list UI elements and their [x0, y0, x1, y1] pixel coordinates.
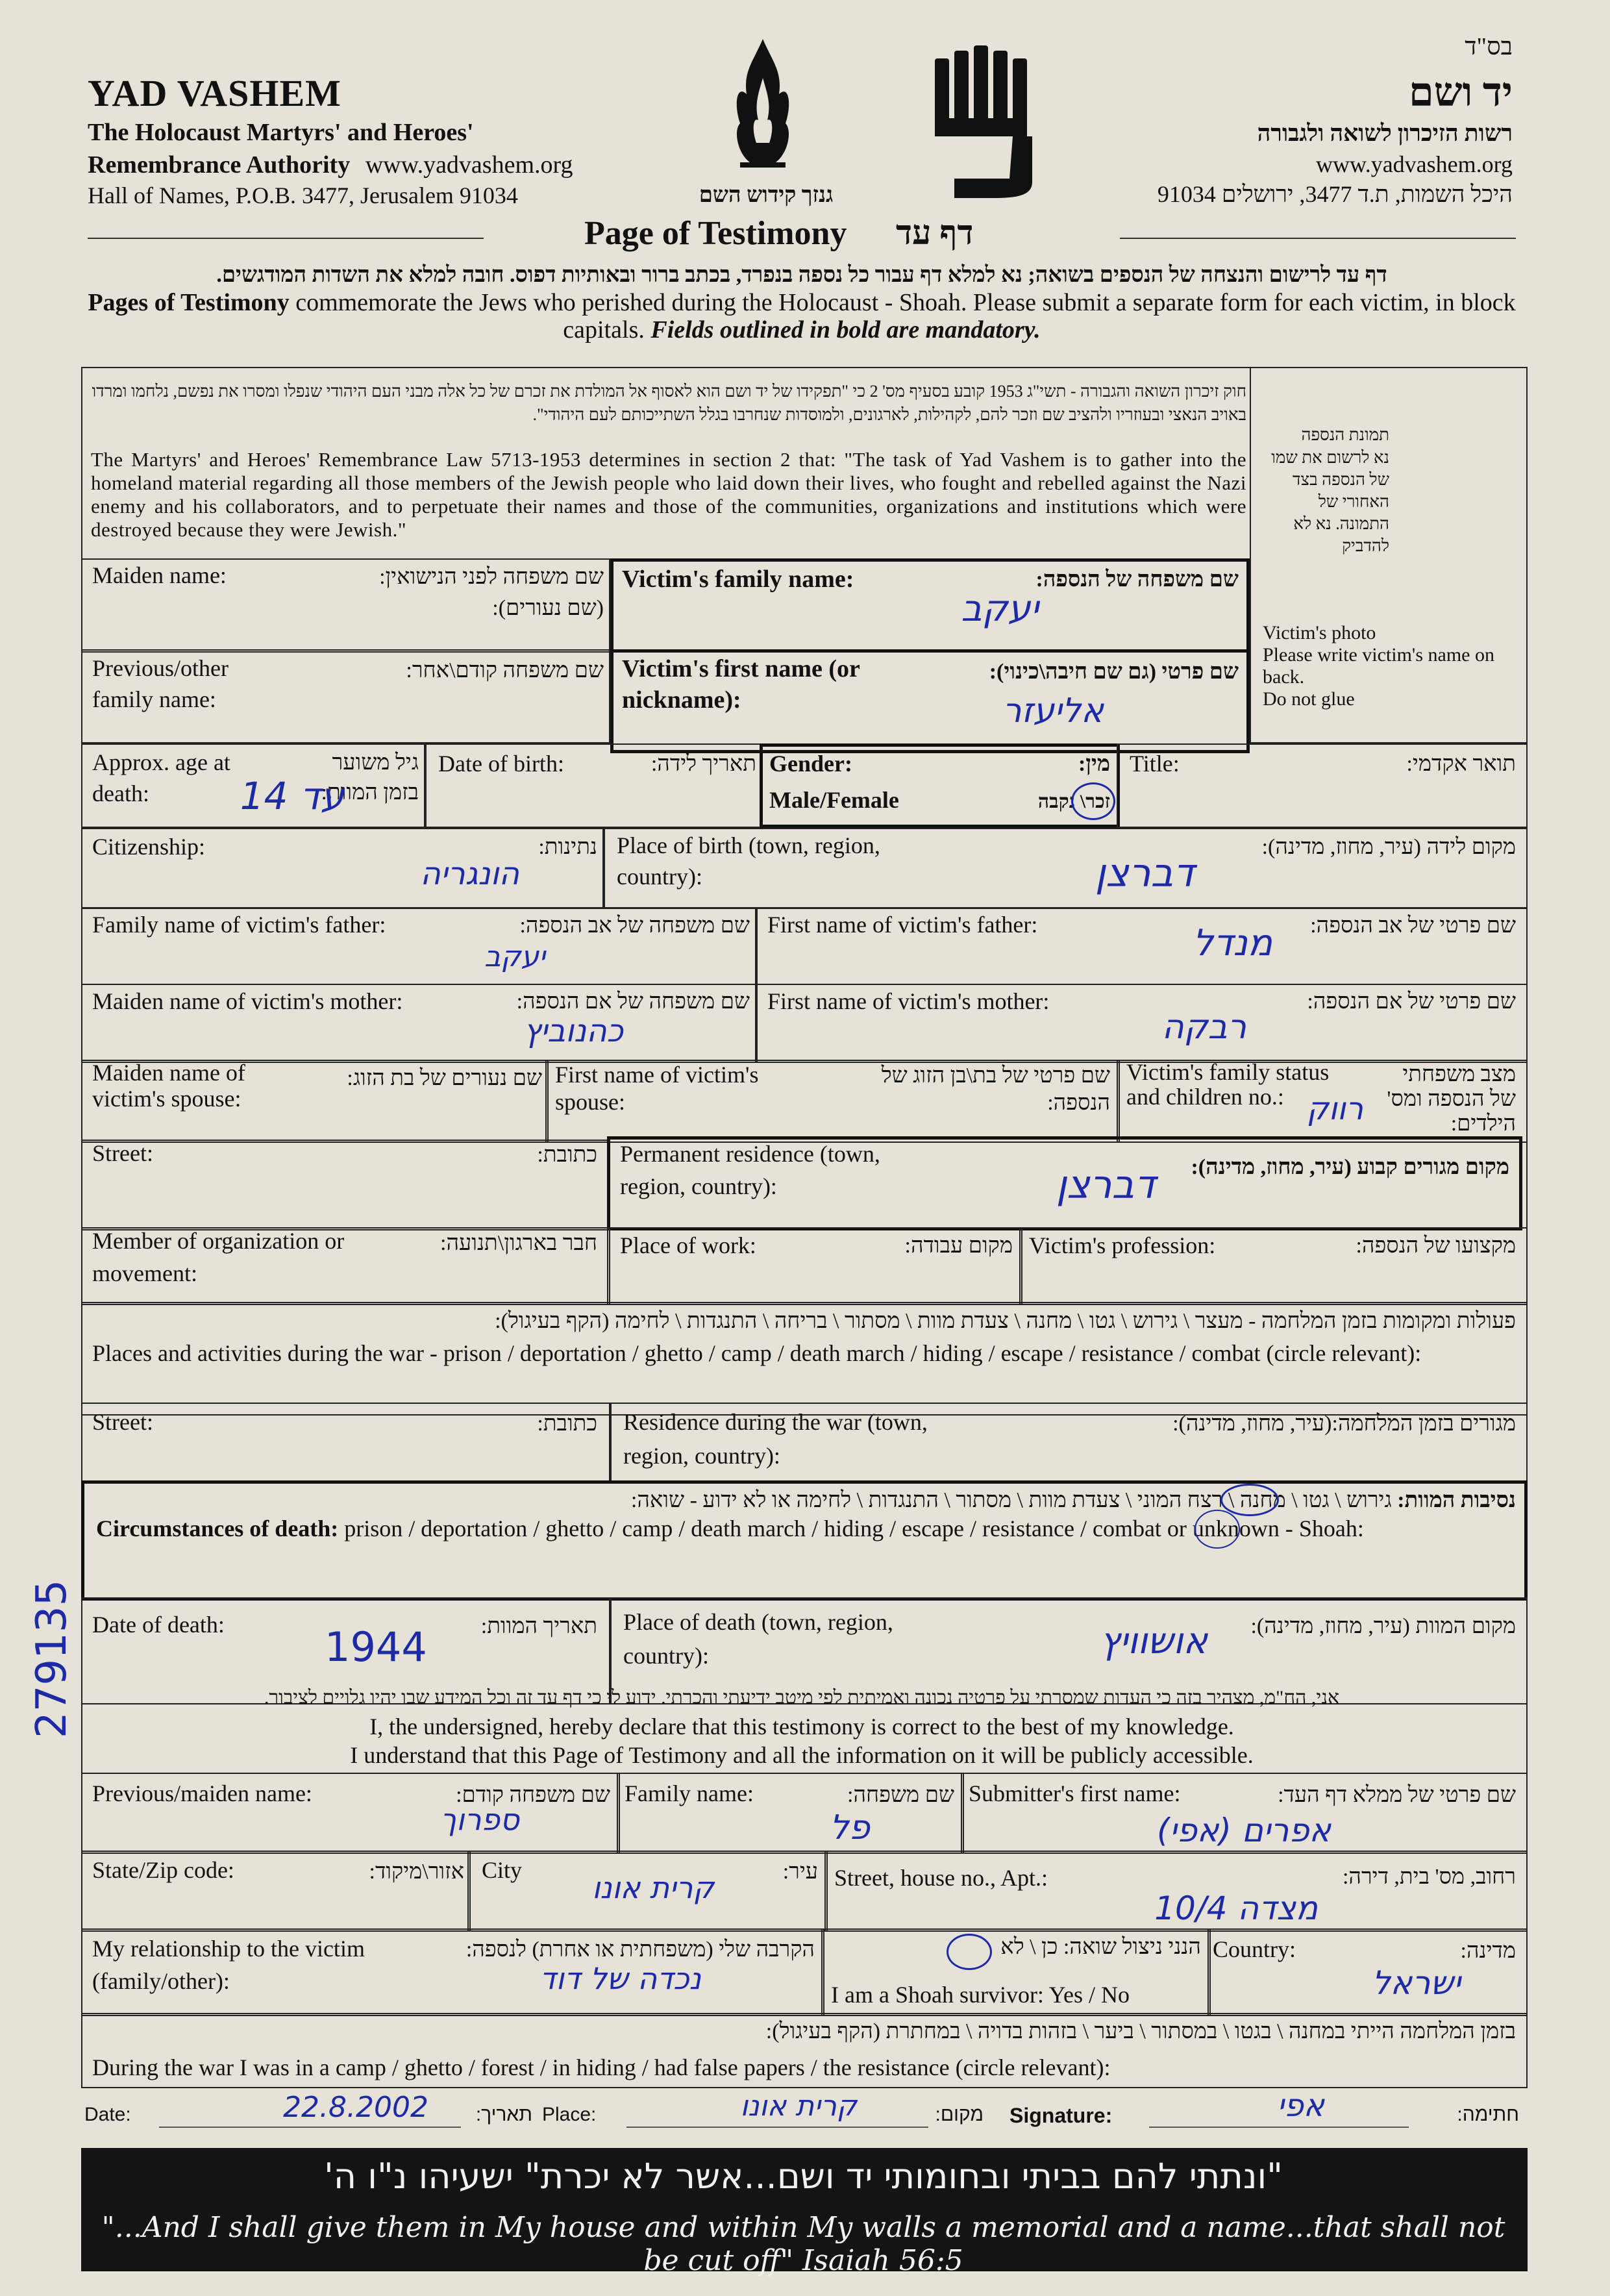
- maiden-name-label-he: שם משפחה לפני הנישואין:: [379, 565, 604, 589]
- gender-male-circle[interactable]: [1071, 782, 1115, 820]
- law-text-en: The Martyrs' and Heroes' Remembrance Law 5713-1953 determines in section 2 that: "The task of Yad Vashem is to gather into the homeland material regarding all those members of the Jewish people who laid down their lives, who fought and rebelled against the Nazi enemy and his collaborators, and to perpetuate their names and those of the communities, organizations and institutions which were destroyed because they were Jewish.": [91, 448, 1246, 541]
- street-label-en: Street:: [92, 1140, 153, 1166]
- survivor-no-circle[interactable]: [947, 1934, 992, 1970]
- org-url-he[interactable]: www.yadvashem.org: [1316, 151, 1513, 177]
- date-line: [159, 2127, 461, 2128]
- relationship-label-en: My relationship to the victim (family/other):: [92, 1936, 365, 1994]
- title-label-he: תואר אקדמי:: [1406, 752, 1516, 776]
- title-label-en: Title:: [1130, 751, 1180, 777]
- place-label-en: Place:: [542, 2104, 597, 2125]
- intro-en: [88, 289, 1516, 343]
- title-rule-left: [88, 238, 484, 239]
- org-subtitle-en: The Holocaust Martyrs' and Heroes': [88, 119, 474, 146]
- war-places-label-he: פעולות ומקומות בזמן המלחמה - מעצר \ גירוש \ גטו \ מחנה \ צעדת מוות \ מסתור \ בריחה \ התנגדות \ לחימה (הקף בעיגול):: [495, 1309, 1516, 1333]
- signature-line: [1149, 2127, 1409, 2128]
- date-label-en: Date:: [84, 2104, 131, 2125]
- circumstances-combat-circle[interactable]: [1195, 1510, 1240, 1549]
- photo-text-en: Please write victim's name on back.: [1263, 644, 1494, 688]
- country-value[interactable]: ישראל: [1372, 1964, 1461, 2002]
- workplace-label-en: Place of work:: [620, 1232, 756, 1258]
- gender-label-he: מין:: [1078, 752, 1110, 776]
- circumstances-label-he-bold: נסיבות המוות:: [1397, 1488, 1516, 1512]
- intro-en-bold: Pages of Testimony: [88, 289, 290, 316]
- member-label-he: חבר בארגון\תנועה:: [440, 1231, 597, 1255]
- citizenship-label-he: נתינות:: [538, 835, 597, 859]
- member-label-en: Member of organization or movement:: [92, 1228, 345, 1286]
- mother-maiden-label-he: שם משפחה של אם הנספה:: [516, 990, 750, 1014]
- spouse-first-label-en: First name of victim's spouse:: [555, 1062, 759, 1115]
- submitter-state-label-en: State/Zip code:: [92, 1857, 234, 1883]
- citizenship-value[interactable]: הונגריה: [420, 856, 519, 892]
- workplace-label-he: מקום עבודה:: [904, 1234, 1013, 1258]
- declaration-en-1: I, the undersigned, hereby declare that this testimony is correct to the best of my knowledge.: [369, 1714, 1234, 1740]
- submitter-prev-name-value[interactable]: ספרוך: [440, 1802, 519, 1837]
- submitter-street-value[interactable]: מצדה 10/4: [1154, 1890, 1318, 1927]
- residence-value[interactable]: דברצן: [1056, 1162, 1156, 1208]
- first-name-label-he: שם פרטי (גם שם חיבה\כינוי):: [989, 660, 1239, 684]
- org-address-en: Hall of Names, P.O.B. 3477, Jerusalem 91034: [88, 182, 518, 208]
- age-label-he: גיל משוער בזמן המוות:: [321, 751, 419, 805]
- dob-label-he: תאריך לידה:: [650, 752, 756, 776]
- header-besd: בס"ד: [1465, 33, 1513, 60]
- date-label-he: תאריך:: [475, 2104, 532, 2125]
- profession-label-en: Victim's profession:: [1029, 1232, 1216, 1258]
- previous-name-label-en: Previous/other family name:: [92, 655, 229, 712]
- survivor-label-en: I am a Shoah survivor: Yes / No: [831, 1982, 1130, 2008]
- birthplace-value[interactable]: דברצן: [1095, 851, 1195, 896]
- death-date-label-he: תאריך המוות:: [480, 1614, 597, 1638]
- submitter-prev-name-label-en: Previous/maiden name:: [92, 1780, 312, 1806]
- submitter-first-name-label-en: Submitter's first name:: [969, 1780, 1181, 1806]
- photo-text-he: נא לרשום את שמו של הנספה בצד האחורי של התמונה. נא לא להדביק: [1271, 448, 1389, 555]
- gender-label-en2: Male/Female: [769, 787, 899, 813]
- residence-label-en: Permanent residence (town, region, country):: [620, 1141, 880, 1199]
- page-title-en: Page of Testimony: [584, 215, 847, 252]
- title-rule-right: [1120, 238, 1516, 239]
- father-first-label-he: שם פרטי של אב הנספה:: [1310, 914, 1516, 938]
- yad-vashem-hand-logo: [928, 45, 1052, 201]
- submitter-prev-name-label-he: שם משפחה קודם:: [456, 1783, 610, 1807]
- death-date-label-en: Date of death:: [92, 1612, 225, 1638]
- org-url-en[interactable]: www.yadvashem.org: [365, 151, 573, 179]
- family-name-label-en: Victim's family name:: [622, 566, 854, 593]
- war-places-label-en: Places and activities during the war - prison / deportation / ghetto / camp / death march / hiding / escape / resistance / combat (circle relevant):: [92, 1340, 1422, 1366]
- age-label-en: Approx. age at death:: [92, 749, 230, 806]
- org-address-he: היכל השמות, ת.ד 3477, ירושלים 91034: [1157, 181, 1513, 207]
- maiden-name-label-en: Maiden name:: [92, 562, 227, 588]
- submitter-city-label-he: עיר:: [782, 1860, 818, 1884]
- first-name-value[interactable]: אליעזר: [1002, 692, 1104, 730]
- footer-quote-he: "ונתתי להם בביתי ובחומותי יד ושם...אשר לא יכרת" ישעיהו נ"ו ה': [323, 2156, 1283, 2197]
- mother-maiden-label-en: Maiden name of victim's mother:: [92, 988, 403, 1014]
- death-place-label-he: מקום המוות (עיר, מחוז, מדינה):: [1250, 1614, 1516, 1638]
- submitter-state-label-he: אזור\מיקוד:: [369, 1860, 464, 1884]
- submitter-family-name-value[interactable]: פל: [829, 1808, 870, 1847]
- war-residence-label-he: מגורים בזמן המלחמה:(עיר, מחוז, מדינה):: [1172, 1412, 1516, 1436]
- spouse-maiden-label-he: שם נעורים של בת הזוג:: [347, 1066, 542, 1090]
- org-name-he: יד ושם: [1408, 71, 1513, 115]
- submitter-city-value[interactable]: קרית אונו: [592, 1870, 714, 1905]
- family-status-value[interactable]: רווק: [1306, 1091, 1363, 1127]
- relationship-value[interactable]: נכדה של דוד: [539, 1961, 701, 1996]
- submitter-street-label-en: Street, house no., Apt.:: [834, 1865, 1048, 1891]
- relationship-label-he: הקרבה שלי (משפחתית או אחרת) לנספה:: [465, 1938, 815, 1962]
- law-text-he: חוק זיכרון השואה והגבורה - תשי"ג 1953 קובע בסעיף מס' 2 כי "תפקידו של יד ושם הוא לאסוף אל המולדת את זכרם של כל אלה מבני העם היהודי שנפלו ומסרו את נפשם, נלחמו ומרדו באויב הנאצי ובעוזריו ולהציב שם וזכר להם, לקהילות, לארגונים, ולמוסדות שנחרבו בגלל השתייכותם לעם היהודי".: [92, 382, 1246, 424]
- dob-label-en: Date of birth:: [438, 751, 564, 777]
- death-date-value[interactable]: 1944: [325, 1623, 427, 1671]
- signature-label-en: Signature:: [1009, 2104, 1113, 2127]
- margin-note-number: 279135: [28, 1579, 76, 1738]
- submitter-first-name-label-he: שם פרטי של ממלא דף העד:: [1278, 1783, 1516, 1807]
- country-label-en: Country:: [1213, 1936, 1296, 1962]
- mother-maiden-value[interactable]: כהנוביץ: [523, 1013, 623, 1049]
- circumstances-label-he-text: גירוש \ גטו \ מחנה \ רצח המוני \ צעדת מוות \ מסתור \ התנגדות \ לחימה או לא ידוע - שואה:: [630, 1488, 1392, 1512]
- circumstances-label-en-text: prison / deportation / ghetto / camp / death march / hiding / escape / resistance / combat or unknown - Shoah:: [344, 1516, 1364, 1541]
- father-first-value[interactable]: מנדל: [1193, 922, 1272, 964]
- place-value[interactable]: קרית אונו: [740, 2090, 857, 2123]
- death-place-label-en: Place of death (town, region, country):: [623, 1609, 893, 1669]
- profession-label-he: מקצועו של הנספה:: [1356, 1234, 1516, 1258]
- survivor-label-he: הנני ניצול שואה: כן \ לא: [1000, 1935, 1201, 1959]
- submitter-street-label-he: רחוב, מס' בית, דירה:: [1342, 1865, 1516, 1889]
- birthplace-label-he: מקום לידה (עיר, מחוז, מדינה):: [1261, 835, 1516, 859]
- street-label-he: כתובת:: [537, 1143, 597, 1167]
- mother-first-value[interactable]: רבקה: [1161, 1008, 1246, 1047]
- org-line2-en: [88, 151, 573, 179]
- war-residence-label-en: Residence during the war (town, region, country):: [623, 1409, 928, 1469]
- family-status-label-he: מצב משפחתי של הנספה ומס' הילדים:: [1387, 1062, 1516, 1136]
- submitter-city-label-en: City: [482, 1857, 523, 1883]
- submitter-family-name-label-en: Family name:: [625, 1780, 754, 1806]
- gender-label-en: Gender:: [769, 751, 852, 777]
- family-name-label-he: שם משפחה של הנספה:: [1035, 568, 1239, 592]
- residence-label-he: מקום מגורים קבוע (עיר, מחוז, מדינה):: [1191, 1155, 1509, 1179]
- intro-he: דף עד לרישום והנצחה של הנספים בשואה; נא למלא דף עבור כל נספה בנפרד, בכתב ברור ובאותיות דפוס. חובה למלא את השדות המודגשים.: [216, 263, 1387, 287]
- footer-quote-en: "...And I shall give them in My house and within My walls a memorial and a name...that shall not be cut off" Isaiah 56:5: [101, 2211, 1505, 2277]
- first-name-label-en: Victim's first name (or nickname):: [622, 655, 860, 714]
- father-family-label-en: Family name of victim's father:: [92, 912, 386, 938]
- submitter-war-label-en: During the war I was in a camp / ghetto / forest / in hiding / had false papers / the resistance (circle relevant):: [92, 2054, 1111, 2080]
- intro-en-text: commemorate the Jews who perished during the Holocaust - Shoah. Please submit a separate form for each victim, in block capitals.: [289, 289, 1516, 343]
- signature-label-he: חתימה:: [1457, 2104, 1519, 2125]
- circumstances-camp-circle[interactable]: [1220, 1484, 1279, 1516]
- circumstances-label-en: [96, 1513, 1511, 1544]
- photo-noglue-en: Do not glue: [1263, 688, 1355, 710]
- family-name-value[interactable]: יעקב: [961, 588, 1039, 630]
- death-place-value[interactable]: אושוויץ: [1100, 1620, 1208, 1662]
- org-subtitle-he: רשות הזיכרון לשואה ולגבורה: [1257, 120, 1513, 146]
- war-street-label-he: כתובת:: [537, 1412, 597, 1436]
- family-status-label-en: Victim's family status and children no.:: [1126, 1059, 1330, 1110]
- mother-first-label-en: First name of victim's mother:: [767, 988, 1050, 1014]
- circumstances-label-en-bold: Circumstances of death:: [96, 1516, 339, 1541]
- photo-title-en: Victim's photo: [1263, 622, 1376, 643]
- signature-value[interactable]: אפי: [1277, 2088, 1324, 2124]
- spouse-maiden-label-en: Maiden name of victim's spouse:: [92, 1060, 245, 1112]
- father-family-value[interactable]: יעקב: [484, 940, 545, 973]
- gender-label-he2: זכר\ נקבה: [1037, 791, 1110, 812]
- father-family-label-he: שם משפחה של אב הנספה:: [519, 914, 750, 938]
- place-line: [626, 2127, 928, 2128]
- circumstances-label-he: [195, 1486, 1516, 1516]
- country-label-he: מדינה:: [1460, 1939, 1516, 1963]
- org-name-en: YAD VASHEM: [88, 72, 341, 114]
- org-authority-en: Remembrance Authority: [88, 151, 351, 179]
- yad-vashem-flame-logo: [714, 32, 811, 182]
- spouse-first-label-he: שם פרטי של בת\בן הזוג של הנספה:: [881, 1064, 1110, 1115]
- maiden-name-label-he2: (שם נעורים):: [492, 596, 604, 620]
- citizenship-label-en: Citizenship:: [92, 834, 205, 860]
- place-label-he: מקום:: [935, 2104, 984, 2125]
- birthplace-label-en: Place of birth (town, region, country):: [617, 832, 880, 890]
- previous-name-label-he: שם משפחה קודם\אחר:: [406, 658, 604, 682]
- declaration-en-2: I understand that this Page of Testimony and all the information on it will be publicly accessible.: [350, 1742, 1254, 1768]
- declaration-he: אני, הח"מ, מצהיר בזה כי העדות שמסרתי על פרטיה נכונה ואמיתית לפי מיטב ידיעתי והכרתי. ידוע לי כי דף עד זה וכל המידע שבו יהיו גלויים לציבור.: [264, 1687, 1340, 1708]
- war-street-label-en: Street:: [92, 1409, 153, 1435]
- submitter-first-name-value[interactable]: אפרים (אפי): [1157, 1812, 1331, 1849]
- page-title-he: דף עד: [896, 215, 974, 252]
- photo-title-he: תמונת הנספה: [1301, 425, 1389, 444]
- submitter-war-label-he: בזמן המלחמה הייתי במחנה \ בגטו \ במסתור \ ביער \ בזהות בדויה \ במחתרת (הקף בעיגול):: [765, 2019, 1516, 2043]
- father-first-label-en: First name of victim's father:: [767, 912, 1038, 938]
- intro-en-mandatory: Fields outlined in bold are mandatory.: [650, 316, 1041, 343]
- submitter-family-name-label-he: שם משפחה:: [847, 1783, 954, 1807]
- age-value[interactable]: עד 14: [240, 774, 344, 818]
- logo-caption: גנזך קידוש השם: [699, 183, 834, 207]
- mother-first-label-he: שם פרטי של אם הנספה:: [1307, 990, 1516, 1014]
- date-value[interactable]: 22.8.2002: [283, 2091, 428, 2124]
